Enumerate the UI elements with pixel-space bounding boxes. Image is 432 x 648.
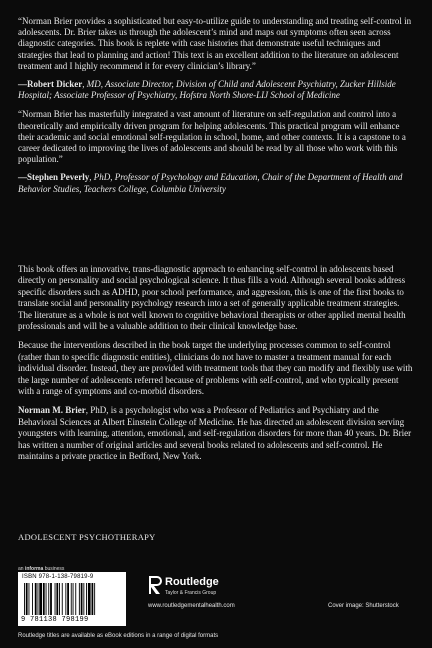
ebook-note: Routledge titles are available as eBook editions in a range of digital formats xyxy=(18,633,219,639)
barcode-bar xyxy=(43,583,45,615)
isbn-barcode xyxy=(18,572,126,626)
routledge-logo-icon xyxy=(148,575,162,595)
informa-suffix: business xyxy=(44,566,65,572)
barcode-bar xyxy=(32,583,33,615)
barcode-bar xyxy=(29,583,30,615)
barcode-bar xyxy=(86,583,87,615)
endorsement-attribution-1 xyxy=(18,79,414,101)
informa-prefix: an xyxy=(18,566,24,572)
endorsement-attribution-2 xyxy=(18,172,414,194)
description-paragraph-2: Because the interventions described in the book target the underlying processes common to self-control (rather than to specific diagnostic entities), clinicians do not have to master a treatment manual for each individual disorder. Instead, they are provided with treatment tools that they can modify and flexibly use with the large number of adolescents referred because of problems with self-control, and who typically present with a range of symptoms and co-morbid disorders. xyxy=(18,340,413,397)
isbn-digits: 9 781138 798199 xyxy=(21,616,89,624)
barcode-bar xyxy=(92,583,94,615)
endorsement-quote-2: “Norman Brier has masterfully integrated a vast amount of literature on self-regulation and control into a theoretically and empirically driven program for helping adolescents. This practical program will enhance their academic and social emotional self-regulation in school, home, and other contexts. It is a capstone to a career dedicated to improving the lives of adolescents and should be read by all those who work with this population.” xyxy=(18,109,406,165)
barcode-bar xyxy=(39,583,42,615)
barcode-bar xyxy=(88,583,91,615)
barcode-bar xyxy=(73,583,74,615)
endorser-name-2: —Stephen Peverly xyxy=(18,172,90,183)
endorser-credentials-1: , MD, Associate Director, Division of Child and Adolescent Psychiatry, Zucker Hillside Hospital; Associate Professor of Psychiatry, Hofstra North Shore-LIJ School of Medicine xyxy=(18,79,396,101)
isbn-label: ISBN 978-1-138-79819-9 xyxy=(22,574,94,580)
publisher-website-link[interactable]: www.routledgementalhealth.com xyxy=(148,603,235,609)
endorser-credentials-2: , PhD, Professor of Psychology and Education, Chair of the Department of Health and Behavior Studies, Teachers College, Columbia University xyxy=(18,172,403,194)
publisher-name: Routledge xyxy=(165,576,219,588)
endorsements xyxy=(18,16,414,195)
category-label: ADOLESCENT PSYCHOTHERAPY xyxy=(18,532,156,542)
endorsement-quote-1: “Norman Brier provides a sophisticated but easy-to-utilize guide to understanding and treating self-control in adolescents. Dr. Brier takes us through the adolescent’s mind and maps out symptoms often seen across diagnostic categories. This book is replete with case histories that demonstrate useful techniques and strategies that lead to planning and action! This text is an excellent addition to the literature on adolescent treatment and I highly recommend it for every clinician’s library.” xyxy=(18,16,412,71)
barcode-bar xyxy=(59,583,60,615)
barcode-bar xyxy=(65,583,66,615)
informa-brand: informa xyxy=(24,566,44,572)
author-name: Norman M. Brier xyxy=(18,405,86,416)
barcode-bar xyxy=(79,583,80,615)
barcode-bar xyxy=(94,583,95,615)
barcode-bar xyxy=(35,583,37,615)
barcode-bars xyxy=(24,583,120,615)
barcode-bar xyxy=(62,583,63,615)
cover-image-credit: Cover image: Shutterstock xyxy=(328,603,399,609)
author-bio-text: , PhD, is a psychologist who was a Professor of Pediatrics and Psychiatry and the Behavioral Sciences at Albert Einstein College of Medicine. He has directed an adolescent division serving youngsters with learning, attention, emotional, and self-regulation disorders for more than 40 years. Dr. Brier has written a number of original articles and several books related to adolescents and self-control. He maintains a private practice in Bedford, New York. xyxy=(18,405,412,462)
barcode-bar xyxy=(26,583,28,615)
barcode-bar xyxy=(81,583,83,615)
barcode-bar xyxy=(56,583,58,615)
barcode-bar xyxy=(67,583,69,615)
endorser-name-1: —Robert Dicker xyxy=(18,79,83,90)
barcode-bar xyxy=(50,583,52,615)
barcode-bar xyxy=(71,583,72,615)
barcode-bar xyxy=(24,583,25,615)
author-bio xyxy=(18,405,414,462)
barcode-bar xyxy=(83,583,84,615)
barcode-bar xyxy=(75,583,76,615)
book-description xyxy=(18,264,414,471)
description-paragraph-1: This book offers an innovative, trans-diagnostic approach to enhancing self-control in adolescents based directly on personality and social psychological science. It thus fills a void. Although several books address specific disorders such as ADHD, poor school performance, and aggression, this is one of the first books to translate social and personality psychology research into a set of generally applicable treatment strategies. The literature as a whole is not well known to cognitive behavioral therapists or other applied mental health professionals and will be a valuable addition to their clinical knowledge base. xyxy=(18,264,406,332)
barcode-bar xyxy=(38,583,39,615)
barcode-bar xyxy=(48,583,49,615)
publisher-group: Taylor & Francis Group xyxy=(165,590,217,596)
barcode-bar xyxy=(46,583,47,615)
barcode-bar xyxy=(55,583,56,615)
